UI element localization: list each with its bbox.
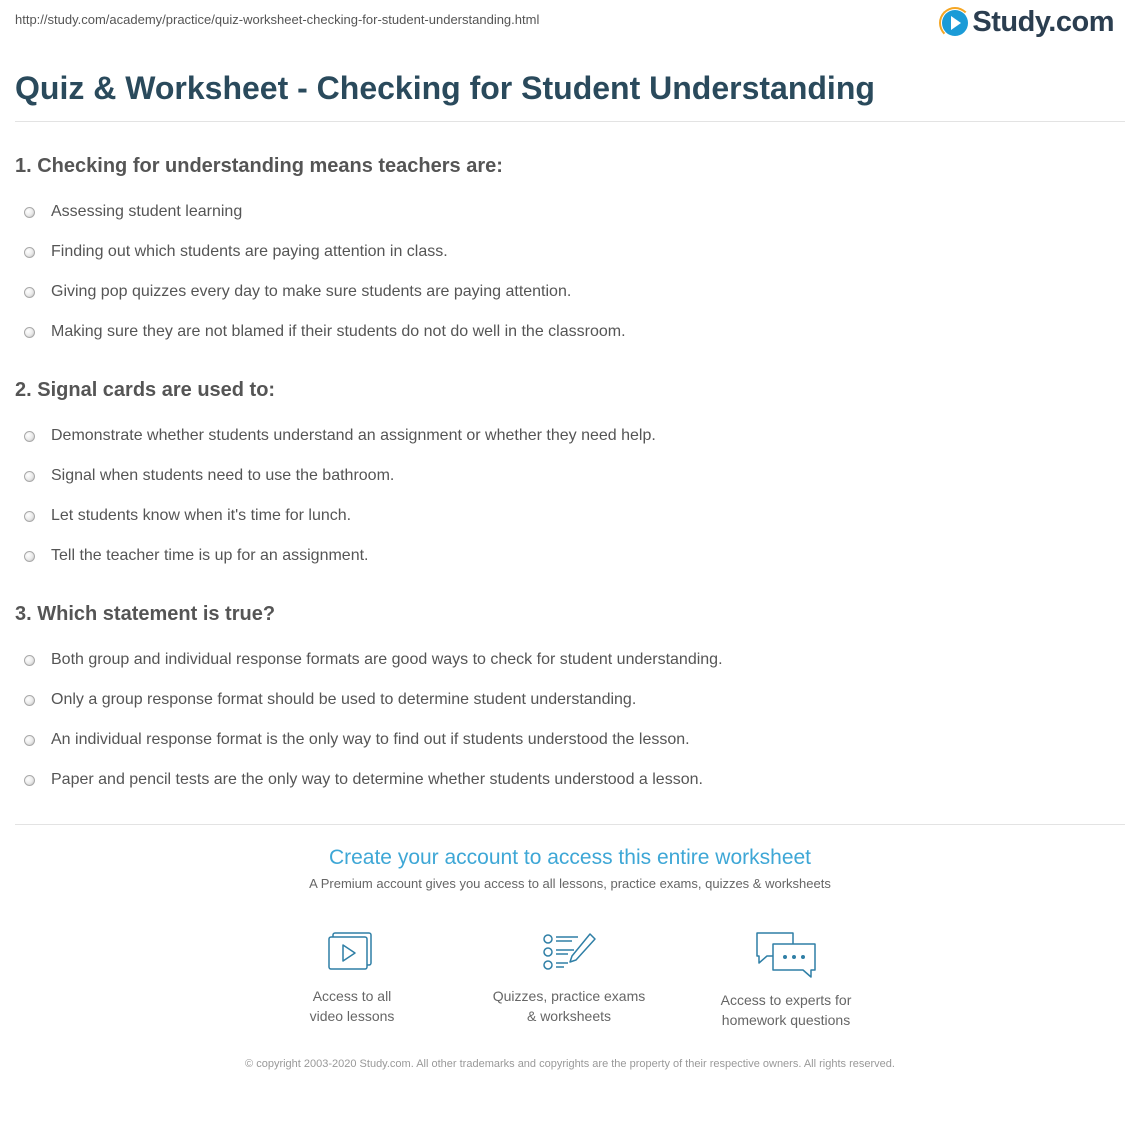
option-label: Let students know when it's time for lunch. xyxy=(51,507,352,524)
signup-cta xyxy=(0,846,1140,891)
feature-line-1: Access to all xyxy=(312,988,392,1004)
cta-link[interactable]: Create your account to access this entire worksheet xyxy=(328,846,812,869)
answer-option[interactable] xyxy=(15,456,1115,496)
title-divider xyxy=(15,121,1125,122)
radio-button[interactable] xyxy=(24,655,35,666)
video-lessons-icon xyxy=(324,930,380,976)
answer-option[interactable] xyxy=(15,680,1115,720)
feature-quizzes xyxy=(469,930,669,1026)
radio-button[interactable] xyxy=(24,511,35,522)
question-2 xyxy=(15,379,1115,576)
answer-option[interactable] xyxy=(15,760,1115,800)
question-text: 3. Which statement is true? xyxy=(15,603,276,625)
copyright-footer: © copyright 2003-2020 Study.com. All other trademarks and copyrights are the property of their respective owners. All rights reserved. xyxy=(245,1058,895,1070)
option-label: Both group and individual response formats are good ways to check for student understanding. xyxy=(51,651,723,668)
radio-button[interactable] xyxy=(24,775,35,786)
radio-button[interactable] xyxy=(24,471,35,482)
radio-button[interactable] xyxy=(24,327,35,338)
option-label: Paper and pencil tests are the only way to determine whether students understood a lesson. xyxy=(51,771,703,788)
radio-button[interactable] xyxy=(24,551,35,562)
answer-option[interactable] xyxy=(15,720,1115,760)
question-1 xyxy=(15,155,1115,352)
play-circle-icon xyxy=(942,10,968,36)
option-label: Only a group response format should be used to determine student understanding. xyxy=(51,691,637,708)
question-3 xyxy=(15,603,1115,800)
option-label: Signal when students need to use the bathroom. xyxy=(51,467,395,484)
page-url: http://study.com/academy/practice/quiz-worksheet-checking-for-student-understanding.html xyxy=(15,12,540,27)
feature-line-1: Access to experts for xyxy=(720,992,852,1008)
feature-line-2: video lessons xyxy=(309,1008,395,1024)
cta-subtitle: A Premium account gives you access to all lessons, practice exams, quizzes & worksheets xyxy=(309,876,831,891)
cta-divider xyxy=(15,824,1125,825)
answer-option[interactable] xyxy=(15,536,1115,576)
answer-option[interactable] xyxy=(15,232,1115,272)
radio-button[interactable] xyxy=(24,431,35,442)
page-title: Quiz & Worksheet - Checking for Student Understanding xyxy=(15,70,875,106)
answer-option[interactable] xyxy=(15,640,1115,680)
question-text: 1. Checking for understanding means teachers are: xyxy=(15,155,503,177)
option-label: Giving pop quizzes every day to make sure students are paying attention. xyxy=(51,283,572,300)
chat-bubbles-icon xyxy=(753,930,819,980)
feature-experts xyxy=(686,930,886,1030)
feature-line-2: homework questions xyxy=(721,1012,851,1028)
answer-option[interactable] xyxy=(15,416,1115,456)
answer-option[interactable] xyxy=(15,272,1115,312)
radio-button[interactable] xyxy=(24,207,35,218)
radio-button[interactable] xyxy=(24,695,35,706)
option-label: Assessing student learning xyxy=(51,203,243,220)
answer-option[interactable] xyxy=(15,496,1115,536)
option-label: Making sure they are not blamed if their students do not do well in the classroom. xyxy=(51,323,626,340)
option-label: Tell the teacher time is up for an assignment. xyxy=(51,547,369,564)
feature-line-1: Quizzes, practice exams xyxy=(492,988,646,1004)
feature-line-2: & worksheets xyxy=(526,1008,612,1024)
option-label: An individual response format is the only way to find out if students understood the lesson. xyxy=(51,731,690,748)
logo-text: Study.com xyxy=(972,6,1114,38)
question-text: 2. Signal cards are used to: xyxy=(15,379,276,401)
option-label: Finding out which students are paying attention in class. xyxy=(51,243,448,260)
answer-option[interactable] xyxy=(15,192,1115,232)
radio-button[interactable] xyxy=(24,287,35,298)
feature-video-lessons xyxy=(252,930,452,1026)
radio-button[interactable] xyxy=(24,735,35,746)
quiz-checklist-icon xyxy=(540,930,598,976)
study-logo[interactable] xyxy=(942,6,1114,39)
answer-option[interactable] xyxy=(15,312,1115,352)
option-label: Demonstrate whether students understand an assignment or whether they need help. xyxy=(51,427,656,444)
radio-button[interactable] xyxy=(24,247,35,258)
